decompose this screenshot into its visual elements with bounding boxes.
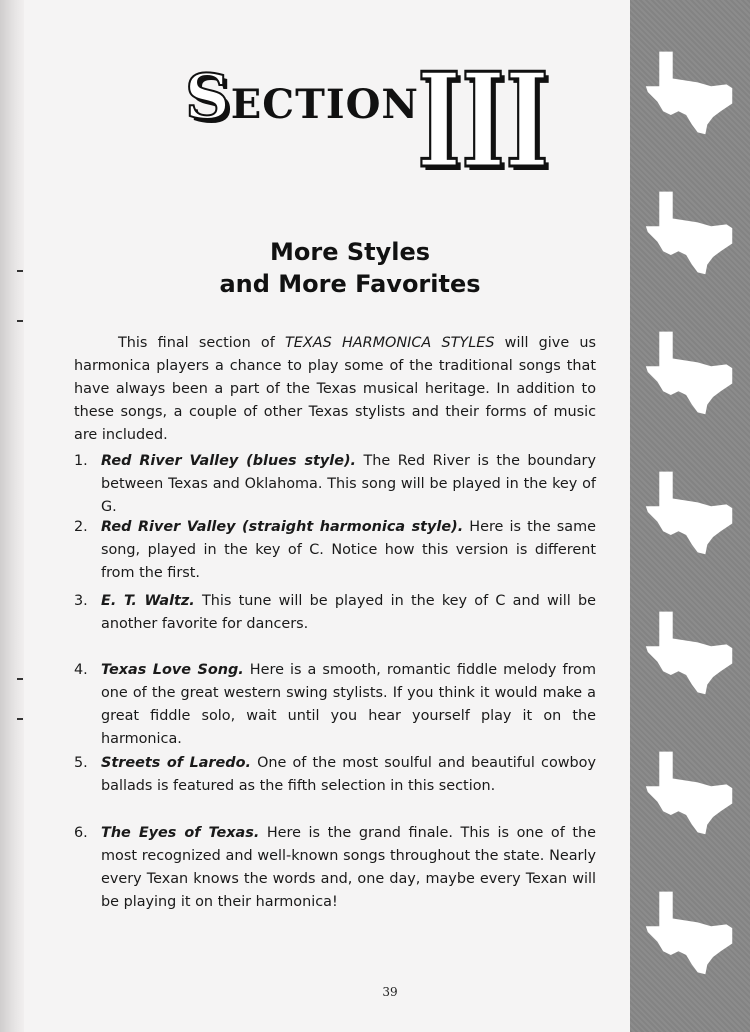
item-number: 3. <box>74 593 88 609</box>
item-number: 4. <box>74 662 88 678</box>
texas-state-icon <box>638 604 742 700</box>
intro-text-1: This final section of <box>118 335 286 351</box>
song-title: Red River Valley (straight harmonica style). <box>101 519 464 535</box>
item-number: 2. <box>74 519 88 535</box>
intro-paragraph <box>74 332 596 447</box>
svg-text:III: III <box>417 60 549 180</box>
list-item <box>74 590 596 636</box>
texas-state-icon <box>638 884 742 980</box>
subtitle-line-1: More Styles <box>269 238 431 266</box>
section-word <box>185 60 419 133</box>
texas-state-icon <box>638 464 742 560</box>
subtitle-line-2: and More Favorites <box>219 270 481 298</box>
item-number: 5. <box>74 755 88 771</box>
list-item <box>74 450 596 519</box>
texas-state-icon <box>638 744 742 840</box>
page-binding <box>0 0 24 1032</box>
song-description: Here is the grand finale. This is one of the most recognized and well-known songs throughout the state. Nearly every Texan knows the words and, one day, maybe every Texan will be playing it on their harmonica! <box>101 825 596 910</box>
texas-state-icon <box>638 324 742 420</box>
song-title: Streets of Laredo. <box>101 755 251 771</box>
binding-stitch <box>17 718 23 720</box>
section-rest: ECTION <box>230 81 419 128</box>
song-description: Here is a smooth, romantic fiddle melody from one of the great western swing stylists. If you think it would make a great fiddle solo, wait until you hear yourself play it on the harmonica. <box>101 662 596 747</box>
section-heading <box>185 60 565 180</box>
texas-state-icon <box>638 44 742 140</box>
song-description: Here is the same song, played in the key of C. Notice how this version is different from the first. <box>101 519 596 581</box>
section-initial: S <box>185 60 231 133</box>
binding-stitch <box>17 320 23 322</box>
svg-text:III: III <box>421 60 553 180</box>
binding-stitch <box>17 270 23 272</box>
list-item <box>74 659 596 751</box>
item-number: 6. <box>74 825 88 841</box>
song-description: This tune will be played in the key of C and will be another favorite for dancers. <box>101 593 596 632</box>
item-number: 1. <box>74 453 88 469</box>
binding-stitch <box>17 678 23 680</box>
song-title: Texas Love Song. <box>101 662 244 678</box>
texas-sidebar <box>630 0 750 1032</box>
page-number: 39 <box>382 985 398 999</box>
texas-state-icon <box>638 184 742 280</box>
song-description: The Red River is the boundary between Texas and Oklahoma. This song will be played in the key of G. <box>101 453 596 515</box>
list-item <box>74 516 596 585</box>
book-title: TEXAS HARMONICA STYLES <box>285 335 495 351</box>
list-item <box>74 822 596 914</box>
list-item <box>74 752 596 798</box>
roman-numeral-three <box>415 60 555 180</box>
song-title: The Eyes of Texas. <box>101 825 260 841</box>
song-title: Red River Valley (blues style). <box>101 453 357 469</box>
intro-text-2: will give us harmonica players a chance to play some of the traditional songs that have always been a part of the Texas musical heritage. In addition to these songs, a couple of other Texas stylists and their forms of music are included. <box>74 335 597 443</box>
subtitle <box>100 236 600 300</box>
song-description: One of the most soulful and beautiful cowboy ballads is featured as the fifth selection in this section. <box>101 755 596 794</box>
song-title: E. T. Waltz. <box>101 593 195 609</box>
